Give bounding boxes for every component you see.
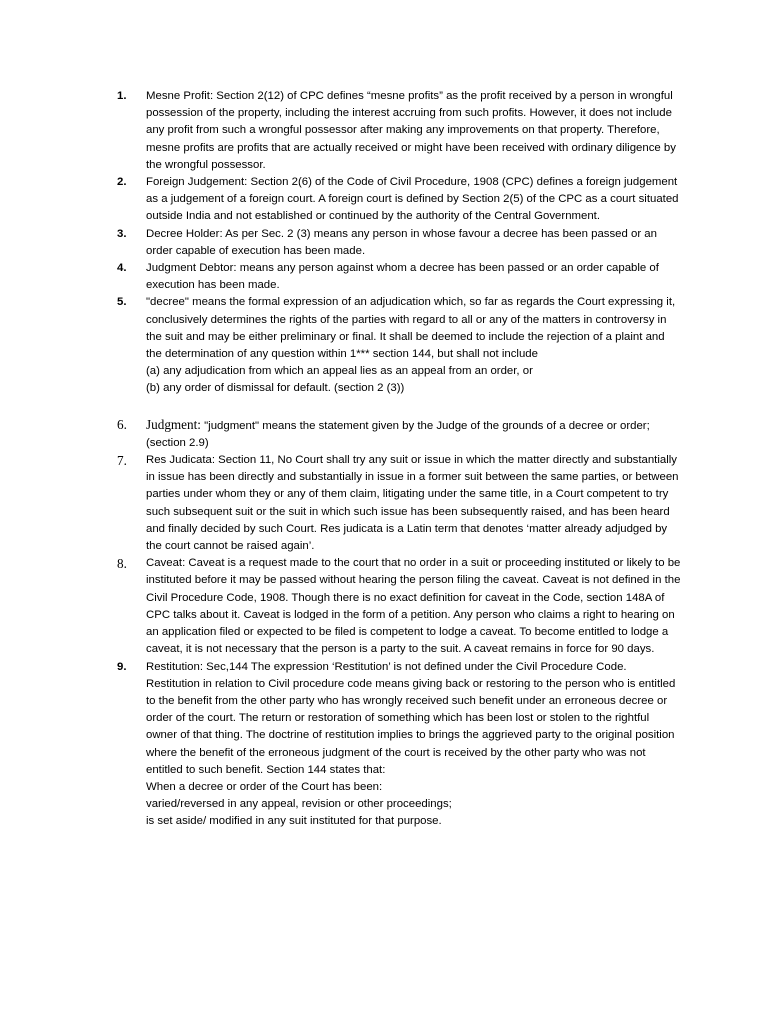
item-number: 5. xyxy=(117,296,127,309)
item-text: Caveat: Caveat is a request made to the court that no order in a suit or proceeding instituted or likely to be instituted before it may be passed without hearing the person filing the caveat. Caveat is not defined in the Civil Procedure Code, 1908. Though there is no exact definition for caveat in the Code, section 148A of CPC talks about it. Caveat is lodged in the form of a petition. Any person who claims a right to hearing on an application filed or expected to be filed is competent to lodge a caveat. To become entitled to lodge a caveat, it is not necessary that the person is a party to the suit. A caveat remains in force for 90 days. xyxy=(146,557,681,656)
item-number: 3. xyxy=(117,227,127,240)
item-subtext: is set aside/ modified in any suit instituted for that purpose. xyxy=(146,815,442,828)
item-text: "decree" means the formal expression of an adjudication which, so far as regards the Court expressing it, conclusively determines the rights of the parties with regard to all or any of the matters in controversy in the suit and may be either preliminary or final. It shall be deemed to include the rejection of a plaint and the determination of any question within 1*** section 144, but shall not include xyxy=(146,296,676,361)
spacer xyxy=(117,398,683,416)
item-body xyxy=(146,659,683,831)
item-number: 8. xyxy=(117,556,127,572)
item-body xyxy=(146,294,683,397)
item-text: Judgment Debtor: means any person against whom a decree has been passed or an order capable of execution has been made. xyxy=(146,262,659,292)
item-subclause-b: (b) any order of dismissal for default. (section 2 (3)) xyxy=(146,382,405,395)
list-item xyxy=(117,452,683,555)
item-body xyxy=(146,226,683,260)
item-body xyxy=(146,88,683,174)
item-text xyxy=(146,416,683,452)
item-body xyxy=(146,555,683,658)
item-text: Restitution: Sec,144 The expression ‘Restitution’ is not defined under the Civil Procedure Code. Restitution in relation to Civil procedure code means giving back or restoring to the person who is entitled to the benefit from the other party who has wrongly received such benefit under an erroneous decree or order of the court. The return or restoration of something which has been lost or stolen to the rightful owner of that thing. The doctrine of restitution implies to brings the aggrieved party to the original position where the benefit of the erroneous judgment of the court is received by the other party who was not entitled to such benefit. Section 144 states that: xyxy=(146,660,676,776)
item-number: 9. xyxy=(117,660,127,673)
item-subtext: varied/reversed in any appeal, revision or other proceedings; xyxy=(146,798,452,811)
item-body xyxy=(146,260,683,294)
definitions-list xyxy=(117,88,683,831)
item-subclause-a: (a) any adjudication from which an appeal lies as an appeal from an order, or xyxy=(146,365,533,378)
list-item xyxy=(117,174,683,226)
list-item xyxy=(117,226,683,260)
item-number: 2. xyxy=(117,176,127,189)
list-item xyxy=(117,294,683,397)
item-number: 7. xyxy=(117,453,127,469)
list-item xyxy=(117,555,683,658)
item-number: 1. xyxy=(117,90,127,102)
item-number: 6. xyxy=(117,416,127,432)
list-item xyxy=(117,659,683,831)
list-item xyxy=(117,260,683,294)
item-text: Res Judicata: Section 11, No Court shall try any suit or issue in which the matter directly and substantially in issue has been directly and substantially in issue in a former suit between the same parties, or between parties under whom they or any of them claim, litigating under the same title, in a Court competent to try such subsequent suit or the suit in which such issue has been subsequently raised, and has been heard and finally decided by such Court. Res judicata is a Latin term that denotes ‘matter already adjudged by the court cannot be raised again’. xyxy=(146,454,679,553)
item-body xyxy=(146,452,683,555)
item-subtext: When a decree or order of the Court has been: xyxy=(146,780,383,793)
item-text: Mesne Profit: Section 2(12) of CPC defines “mesne profits” as the profit received by a person in wrongful possession of the property, including the interest accruing from such profits. However, it does not include any profit from such a wrongful possessor after making any improvements on that property. Therefore, mesne profits are profits that are actually received or might have been received with ordinary diligence by the wrongful possessor. xyxy=(146,90,676,171)
item-text: Foreign Judgement: Section 2(6) of the Code of Civil Procedure, 1908 (CPC) defines a foreign judgement as a judgement of a foreign court. A foreign court is defined by Section 2(5) of the CPC as a court situated outside India and not established or continued by the authority of the Central Government. xyxy=(146,176,679,223)
list-item xyxy=(117,88,683,174)
item-definition: "judgment" means the statement given by the Judge of the grounds of a decree or order; (section 2.9) xyxy=(146,419,650,449)
item-number: 4. xyxy=(117,262,127,275)
item-term: Judgment: xyxy=(146,416,201,432)
item-body xyxy=(146,174,683,226)
list-item xyxy=(117,416,683,452)
item-body xyxy=(146,416,683,452)
item-text: Decree Holder: As per Sec. 2 (3) means any person in whose favour a decree has been passed or an order capable of execution has been made. xyxy=(146,227,657,257)
